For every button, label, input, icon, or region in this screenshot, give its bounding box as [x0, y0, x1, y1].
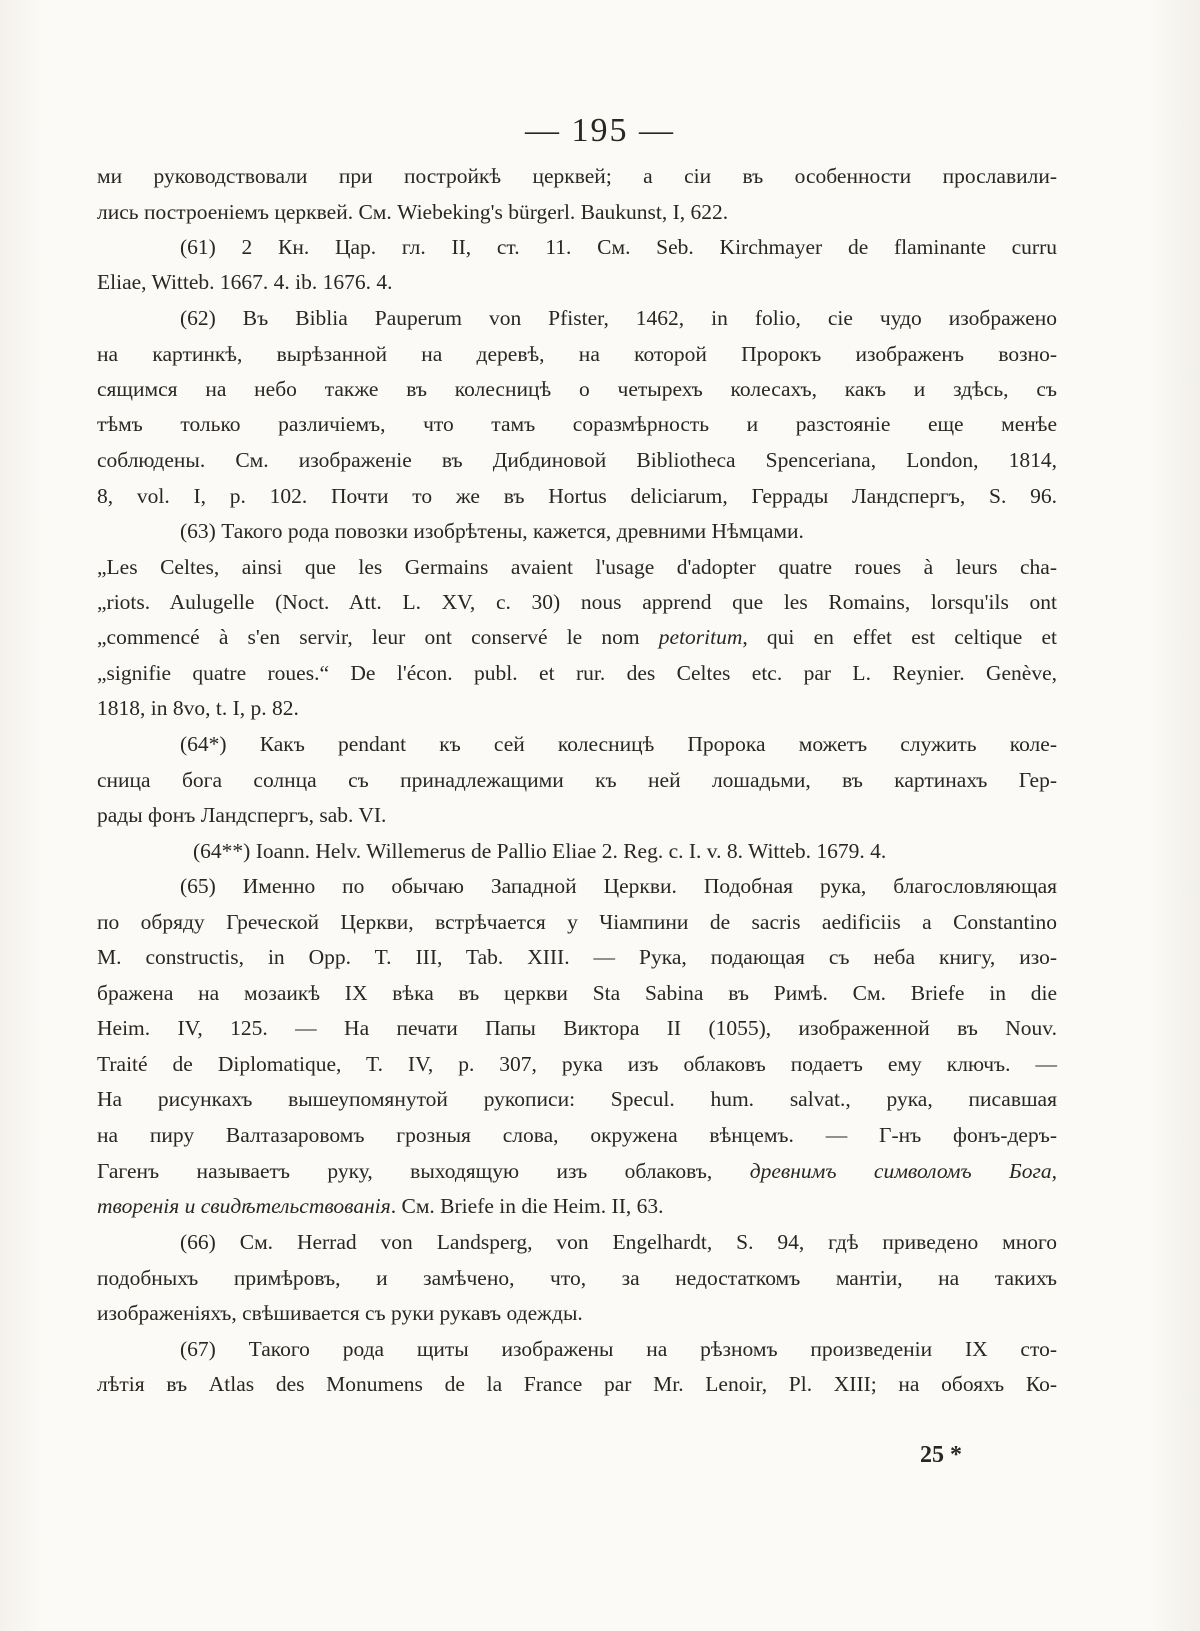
line-text: (61) 2 Кн. Цар. гл. II, ст. 11. См. Seb. Kirchmayer de flaminante curru	[180, 235, 1057, 259]
text-line	[97, 1014, 1057, 1042]
text-line	[97, 801, 1057, 829]
line-text: „Les Celtes, ainsi que les Germains avaient l'usage d'adopter quatre roues à leurs cha-	[97, 555, 1057, 579]
text-line	[97, 268, 1057, 296]
text-line	[97, 482, 1057, 510]
text-line	[97, 694, 1057, 722]
line-text: (62) Въ Biblia Pauperum von Pfister, 1462, in folio, сіе чудо изображено	[180, 306, 1057, 330]
line-text: по обряду Греческой Церкви, встрѣчается у Чіампини de sacris aedificiis a Constantino	[97, 910, 1057, 934]
text-line	[97, 659, 1057, 687]
text-line	[97, 623, 1057, 651]
text-line	[180, 872, 1057, 900]
text-line	[97, 908, 1057, 936]
text-line	[180, 233, 1057, 261]
line-text: Heim. IV, 125. — На печати Папы Виктора II (1055), изображенной въ Nouv.	[97, 1016, 1057, 1040]
line-text: „commencé à s'en servir, leur ont conservé le nom	[97, 625, 659, 649]
line-text: (65) Именно по обычаю Западной Церкви. Подобная рука, благословляющая	[180, 874, 1057, 898]
text-line	[180, 304, 1057, 332]
line-text: Eliae, Witteb. 1667. 4. ib. 1676. 4.	[97, 270, 393, 294]
line-text: ми руководствовали при постройкѣ церквей; а сіи въ особенности прославили-	[97, 164, 1057, 188]
text-line	[180, 517, 1057, 545]
line-text: лись построеніемъ церквей. См. Wiebeking's bürgerl. Baukunst, I, 622.	[97, 200, 729, 224]
text-line	[180, 730, 1057, 758]
text-line	[97, 375, 1057, 403]
text-line	[97, 553, 1057, 581]
text-line	[97, 198, 1057, 226]
text-line	[97, 1121, 1057, 1149]
text-line	[97, 1192, 1057, 1220]
text-line	[97, 1050, 1057, 1078]
page-number: — 195 —	[525, 112, 675, 149]
signature-mark: 25 *	[920, 1442, 962, 1468]
italic-text: творенія и свидѣтельствованія	[97, 1194, 391, 1218]
text-line	[97, 1299, 1057, 1327]
line-text: (64*) Какъ pendant къ сей колесницѣ Пророка можетъ служить коле-	[180, 732, 1057, 756]
line-text-after: , qui en effet est celtique et	[742, 625, 1057, 649]
text-line	[97, 1370, 1057, 1398]
text-line	[180, 1228, 1057, 1256]
text-line	[97, 1264, 1057, 1292]
text-line	[97, 766, 1057, 794]
text-line	[97, 1157, 1057, 1185]
italic-text: древнимъ символомъ Бога,	[749, 1159, 1057, 1183]
line-text: на пиру Валтазаровомъ грозныя слова, окружена вѣнцемъ. — Г-нъ фонъ-деръ-	[97, 1123, 1057, 1147]
line-text: (67) Такого рода щиты изображены на рѣзномъ произведеніи IX сто-	[180, 1337, 1057, 1361]
line-text: „riots. Aulugelle (Noct. Att. L. XV, c. 30) nous apprend que les Romains, lorsqu'ils ont	[97, 590, 1057, 614]
line-text: подобныхъ примѣровъ, и замѣчено, что, за недостаткомъ мантіи, на такихъ	[97, 1266, 1057, 1290]
line-text: тѣмъ только различіемъ, что тамъ соразмѣрность и разстояніе еще менѣе	[97, 412, 1057, 436]
line-text: лѣтія въ Atlas des Monumens de la France par Mr. Lenoir, Pl. XIII; на обояхъ Ко-	[97, 1372, 1057, 1396]
line-text: изображеніяхъ, свѣшивается съ руки рукавъ одежды.	[97, 1301, 583, 1325]
line-text: (64**) Ioann. Helv. Willemerus de Pallio Eliae 2. Reg. c. I. v. 8. Witteb. 1679. 4.	[193, 839, 887, 863]
line-text: соблюдены. См. изображеніе въ Дибдиновой Bibliotheca Spenceriana, London, 1814,	[97, 448, 1057, 472]
line-text: На рисункахъ вышеупомянутой рукописи: Specul. hum. salvat., рука, писавшая	[97, 1087, 1057, 1111]
line-text: сница бога солнца съ принадлежащими къ ней лошадьми, въ картинахъ Гер-	[97, 768, 1057, 792]
italic-text: petoritum	[658, 625, 743, 649]
text-line	[97, 588, 1057, 616]
line-text: (66) См. Herrad von Landsperg, von Engelhardt, S. 94, гдѣ приведено много	[180, 1230, 1057, 1254]
line-text: Traité de Diplomatique, T. IV, p. 307, рука изъ облаковъ подаетъ ему ключъ. —	[97, 1052, 1057, 1076]
line-text-after: . См. Briefe in die Heim. II, 63.	[390, 1194, 664, 1218]
line-text: рады фонъ Ландспергъ, sab. VI.	[97, 803, 387, 827]
line-text: бражена на мозаикѣ IX вѣка въ церкви Sta Sabina въ Римѣ. См. Briefe in die	[97, 981, 1057, 1005]
text-line	[97, 410, 1057, 438]
text-line	[193, 837, 1057, 865]
text-line	[97, 340, 1057, 368]
text-line	[97, 943, 1057, 971]
line-text: Гагенъ называетъ руку, выходящую изъ облаковъ,	[97, 1159, 750, 1183]
line-text: сящимся на небо также въ колесницѣ о четырехъ колесахъ, какъ и здѣсь, съ	[97, 377, 1057, 401]
line-text: M. constructis, in Opp. T. III, Tab. XIII. — Рука, подающая съ неба книгу, изо-	[97, 945, 1057, 969]
line-text: (63) Такого рода повозки изобрѣтены, кажется, древними Нѣмцами.	[180, 519, 804, 543]
line-text: на картинкѣ, вырѣзанной на деревѣ, на которой Пророкъ изображенъ возно-	[97, 342, 1057, 366]
text-line	[97, 162, 1057, 190]
line-text: 8, vol. I, p. 102. Почти то же въ Hortus deliciarum, Геррады Ландспергъ, S. 96.	[97, 484, 1057, 508]
text-line	[97, 979, 1057, 1007]
line-text: „signifie quatre roues.“ De l'écon. publ. et rur. des Celtes etc. par L. Reynier. Genève,	[97, 661, 1057, 685]
text-line	[97, 1085, 1057, 1113]
line-text: 1818, in 8vo, t. I, p. 82.	[97, 696, 299, 720]
text-line	[180, 1335, 1057, 1363]
text-line	[97, 446, 1057, 474]
